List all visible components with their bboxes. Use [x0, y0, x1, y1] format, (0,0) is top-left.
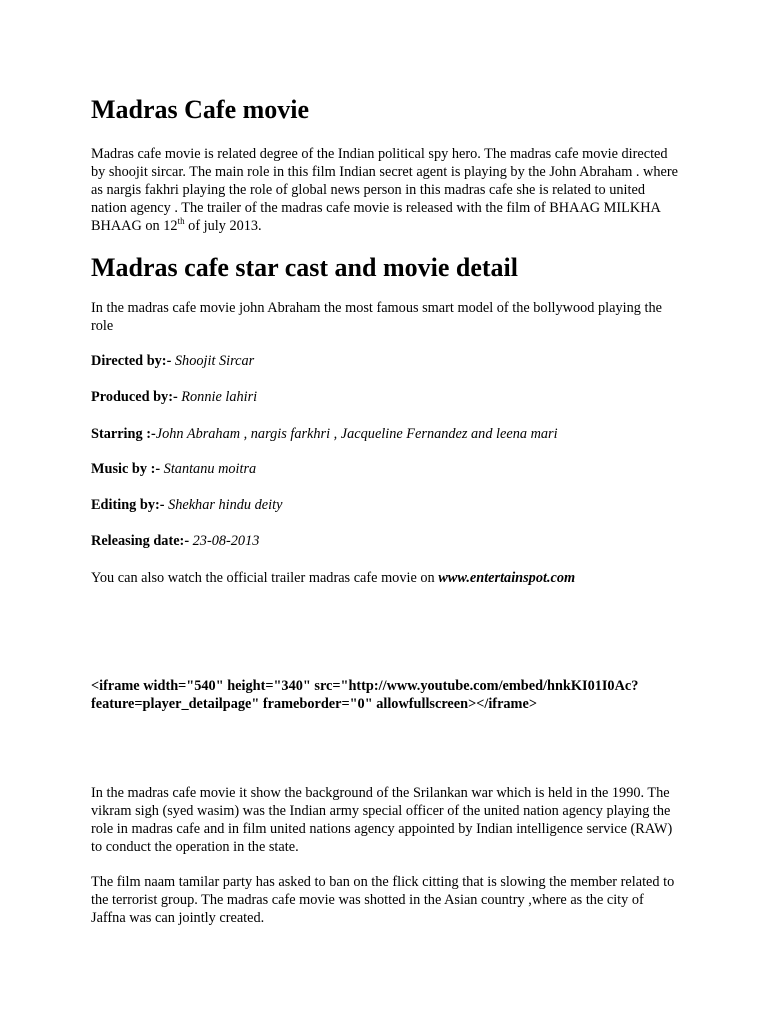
- detail-label: Releasing date:-: [91, 533, 193, 549]
- trailer-site-link[interactable]: www.entertainspot.com: [438, 570, 576, 586]
- detail-starring: [91, 425, 681, 443]
- intro-paragraph: [91, 145, 681, 235]
- detail-label: Directed by:-: [91, 353, 175, 369]
- embed-code-block: <iframe width="540" height="340" src="http://www.youtube.com/embed/hnkKI01I0Ac?feature=player_detailpage" frameborder="0" allowfullscreen></iframe>: [91, 678, 639, 712]
- intro-superscript: th: [177, 216, 185, 226]
- ban-paragraph: The film naam tamilar party has asked to ban on the flick citting that is slowing the member related to the terrorist group. The madras cafe movie was shotted in the Asian country ,where as the city of Jaffna was can jointly created.: [91, 874, 675, 926]
- detail-directed: [91, 352, 681, 370]
- page-title: Madras Cafe movie: [91, 95, 310, 124]
- detail-release-date: [91, 532, 681, 550]
- intro-text-end: of july 2013.: [184, 218, 262, 234]
- detail-value: John Abraham , nargis farkhri , Jacqueline Fernandez and leena mari: [155, 426, 558, 442]
- trailer-text: You can also watch the official trailer madras cafe movie on: [91, 570, 439, 586]
- detail-editing: [91, 496, 681, 514]
- detail-label: Starring :-: [91, 426, 156, 442]
- detail-value: 23-08-2013: [192, 533, 260, 549]
- detail-value: Ronnie lahiri: [181, 389, 258, 405]
- detail-value: Shekhar hindu deity: [168, 497, 283, 513]
- war-background-paragraph: In the madras cafe movie it show the background of the Srilankan war which is held in the 1990. The vikram sigh (syed wasim) was the Indian army special officer of the united nation agency playing the role in madras cafe and in film united nations agency appointed by Indian intelligence service (RAW) to conduct the operation in the state.: [91, 785, 673, 855]
- trailer-paragraph: [91, 569, 681, 587]
- intro-text: Madras cafe movie is related degree of the Indian political spy hero. The madras cafe movie directed by shoojit sircar. The main role in this film Indian secret agent is playing by the John Abraham . where as nargis fakhri playing the role of global news person in this madras cafe she is related to united nation agency . The trailer of the madras cafe movie is released with the film of BHAAG MILKHA BHAAG on 12: [91, 146, 678, 234]
- detail-label: Editing by:-: [91, 497, 169, 513]
- detail-produced: [91, 388, 681, 406]
- cast-intro-paragraph: In the madras cafe movie john Abraham the most famous smart model of the bollywood playing the role: [91, 300, 662, 334]
- detail-value: Shoojit Sircar: [174, 353, 255, 369]
- detail-value: Stantanu moitra: [163, 461, 257, 477]
- cast-heading: Madras cafe star cast and movie detail: [91, 253, 519, 282]
- detail-music: [91, 460, 681, 478]
- detail-label: Music by :-: [91, 461, 164, 477]
- detail-label: Produced by:-: [91, 389, 182, 405]
